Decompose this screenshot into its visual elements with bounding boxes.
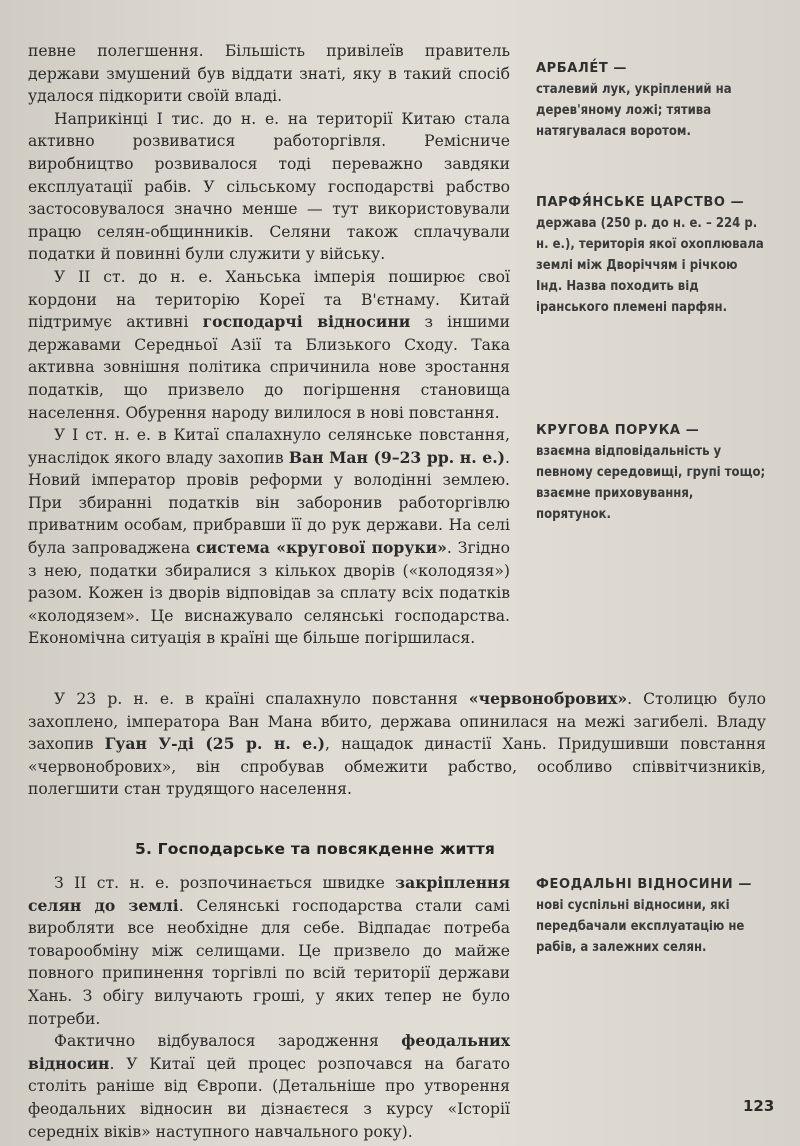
- paragraph: [28, 872, 510, 1030]
- bold-term: «червонобрових»: [468, 689, 628, 708]
- paragraph: [28, 266, 510, 424]
- section-5-text: [28, 872, 510, 1143]
- paragraph-text: з іншими державами Середньої Азії та Близького Сходу. Така активна зовнішня політика спричинила нове зростання податків, що призвело до погіршення становища населення. Обурення народу вилилося в нові повстання.: [28, 313, 510, 422]
- page-number: 123: [743, 1097, 775, 1115]
- paragraph-text: У II ст. до н. е. Ханьська імперія поширює свої кордони на територію Кореї та В'єтнаму. Китай підтримує активні: [28, 267, 510, 332]
- paragraph: [28, 688, 766, 801]
- paragraph-text: певне полегшення. Більшість привілеїв правитель держави змушений був віддати знаті, яку в такий спосіб удалося підкорити своїй владі.: [28, 42, 510, 106]
- paragraph: [28, 424, 510, 650]
- glossary-term: АРБАЛЕ́Т —: [536, 61, 628, 76]
- glossary-definition: держава (250 р. до н. е. – 224 р. н. е.), територія якої охоплювала землі між Дворіччям і річкою Інд. Назва походить від іранського племені парфян.: [536, 216, 764, 315]
- bold-term: Ван Ман (9–23 рр. н. е.): [288, 447, 506, 467]
- glossary-entry-krugova-poruka: [536, 420, 766, 525]
- main-column: [28, 40, 510, 650]
- paragraph: [28, 1030, 510, 1143]
- bold-term: Гуан У-ді (25 р. н. е.): [104, 734, 326, 754]
- paragraph: [28, 40, 510, 108]
- paragraph-text: , нащадок династії Хань. Придушивши повстання «червонобрових», він спробував обмежити рабство, особливо співвітчизників, полегшити стан трудящого населення.: [28, 735, 766, 799]
- glossary-entry-parthian: [536, 192, 766, 318]
- glossary-definition: сталевий лук, укріплений на дерев'яному ложі; тятива натягувалася воротом.: [536, 82, 732, 139]
- glossary-term: ФЕОДАЛЬНІ ВІДНОСИНИ —: [536, 877, 752, 892]
- paragraph-text: . Селянські господарства стали самі виробляти все необхідне для себе. Відпадає потреба товарообміну між селищами. Це призвело до майже повного припинення торгівлі по всій території держави Хань. З обігу вилучають гроші, у яких тепер не було потреби.: [28, 896, 510, 1028]
- section-heading: 5. Господарське та повсякденне життя: [135, 840, 496, 858]
- paragraph-text: З II ст. н. е. розпочинається швидке: [54, 874, 396, 892]
- paragraph-text: . Новий імператор провів реформи у володінні землею. При збиранні податків він заборонив работоргівлю приватним особам, прибравши її до рук держави. На селі була запроваджена: [28, 448, 510, 558]
- bold-term: феодальних відносин: [28, 1031, 510, 1073]
- glossary-definition: взаємна відповідальність у певному середовищі, групі тощо; взаємне приховування, порятунок.: [536, 444, 766, 522]
- glossary-term: КРУГОВА ПОРУКА —: [536, 423, 700, 438]
- bold-term: господарчі відносини: [202, 312, 411, 332]
- paragraph: [28, 108, 510, 266]
- bold-term: система «кругової поруки»: [196, 538, 447, 558]
- paragraph-text: . У Китаї цей процес розпочався на багато століть раніше від Європи. (Детальніше про утворення феодальних відносин ви дізнаєтеся з курсу «Історії середніх віків» наступного навчального року).: [28, 1054, 510, 1141]
- paragraph-text: Фактично відбувалося зародження: [54, 1032, 402, 1051]
- paragraph-text: Наприкінці I тис. до н. е. на території Китаю стала активно розвиватися работоргівля. Ремісниче виробництво розвивалося тоді переважно завдяки експлуатації рабів. У сільському господарстві рабство застосовувалося значно менше — тут використовували працю селян-общинників. Селяни також сплачували податки й повинні були служити у війську.: [28, 109, 510, 264]
- glossary-entry-arbalet: [536, 58, 766, 142]
- paragraph-text: . Згідно з нею, податки збиралися з кількох дворів («колодязя») разом. Кожен із дворів відповідав за сплату всіх податків «колодязем». Це виснажувало селянські господарства. Економічна ситуація в країні ще більше погіршилася.: [28, 539, 511, 648]
- paragraph-text: У 23 р. н. е. в країні спалахнуло повстання: [54, 690, 469, 708]
- glossary-entry-feudal: [536, 874, 766, 958]
- glossary-term: ПАРФЯ́НСЬКЕ ЦАРСТВО —: [536, 195, 745, 210]
- glossary-definition: нові суспільні відносини, які передбачали експлуатацію не рабів, а залежних селян.: [536, 898, 745, 955]
- paragraph-text: . Столицю було захоплено, імператора Ван Мана вбито, держава опинилася на межі загибелі. Владу захопив: [28, 690, 767, 754]
- full-width-text: [28, 688, 766, 801]
- paragraph-text: У I ст. н. е. в Китаї спалахнуло селянське повстання, унаслідок якого владу захопив: [28, 426, 510, 467]
- bold-term: закріплення селян до землі: [28, 873, 510, 915]
